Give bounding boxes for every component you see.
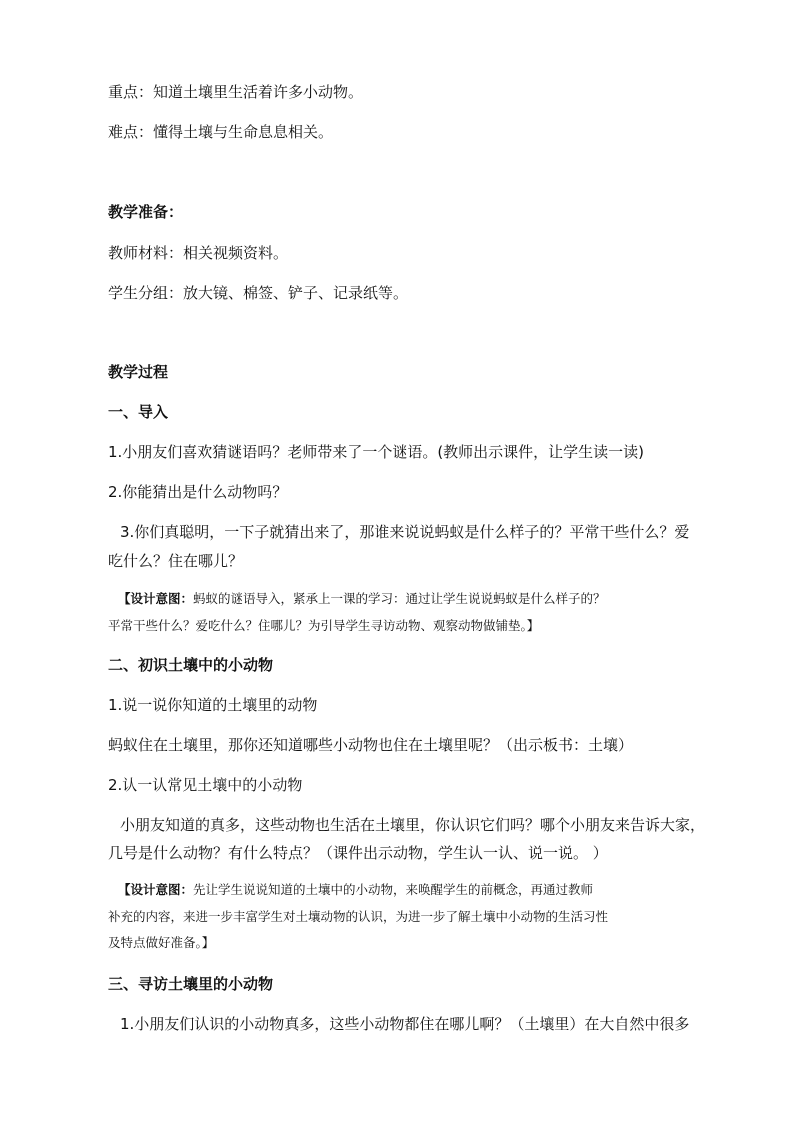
- design-intent-tag: 【设计意图：: [118, 882, 194, 897]
- design-intent-tag: 【设计意图：: [118, 591, 194, 606]
- section-3-para-1: 1.小朋友们认识的小动物真多，这些小动物都住在哪儿啊？（土壤里）在大自然中很多: [120, 1015, 690, 1033]
- design-intent-text: 蚂蚁的谜语导入，紧承上一课的学习：通过让学生说说蚂蚁是什么样子的？: [193, 591, 606, 606]
- section-2-para-4a: 小朋友知道的真多，这些动物也生活在土壤里，你认识它们吗？哪个小朋友来告诉大家，: [120, 816, 706, 834]
- prep-heading: 教学准备：: [108, 203, 184, 221]
- section-2-para-3: 2.认一认常见土壤中的小动物: [108, 776, 303, 794]
- section-1-para-2: 2.你能猜出是什么动物吗？: [108, 483, 288, 501]
- prep-teacher: 教师材料：相关视频资料。: [108, 244, 289, 262]
- design-intent-2-line-a: [118, 880, 738, 900]
- difficult-point: 难点：懂得土壤与生命息息相关。: [108, 123, 334, 141]
- section-1-para-3b: 吃什么？住在哪儿？: [108, 552, 244, 570]
- section-2-title: 二、初识土壤中的小动物: [108, 656, 274, 674]
- design-intent-1-line-a: [118, 589, 738, 609]
- section-2-para-2: 蚂蚁住在土壤里，那你还知道哪些小动物也住在土壤里呢？（出示板书：土壤）: [108, 736, 634, 754]
- section-2-para-4b: 几号是什么动物？有什么特点？（课件出示动物，学生认一认、说一说。 ）: [108, 844, 608, 862]
- section-1-para-1: 1.小朋友们喜欢猜谜语吗？老师带来了一个谜语。(教师出示课件，让学生读一读): [108, 443, 645, 461]
- design-intent-2-line-c: 及特点做好准备。】: [108, 935, 215, 950]
- section-2-para-1: 1.说一说你知道的土壤里的动物: [108, 696, 318, 714]
- design-intent-2-line-b: 补充的内容，来进一步丰富学生对土壤动物的认识，为进一步了解土壤中小动物的生活习性: [108, 909, 609, 924]
- process-heading: 教学过程: [108, 363, 169, 381]
- key-point: 重点：知道土壤里生活着许多小动物。: [108, 83, 364, 101]
- section-1-para-3a: 3.你们真聪明，一下子就猜出来了，那谁来说说蚂蚁是什么样子的？平常干些什么？爱: [120, 523, 690, 541]
- section-3-title: 三、寻访土壤里的小动物: [108, 975, 274, 993]
- section-1-title: 一、导入: [108, 403, 169, 421]
- prep-students: 学生分组：放大镜、棉签、铲子、记录纸等。: [108, 284, 409, 302]
- design-intent-1-line-b: 平常干些什么？爱吃什么？住哪儿？为引导学生寻访动物、观察动物做铺垫。】: [108, 618, 540, 633]
- design-intent-text: 先让学生说说知道的土壤中的小动物，来唤醒学生的前概念，再通过教师: [193, 882, 594, 897]
